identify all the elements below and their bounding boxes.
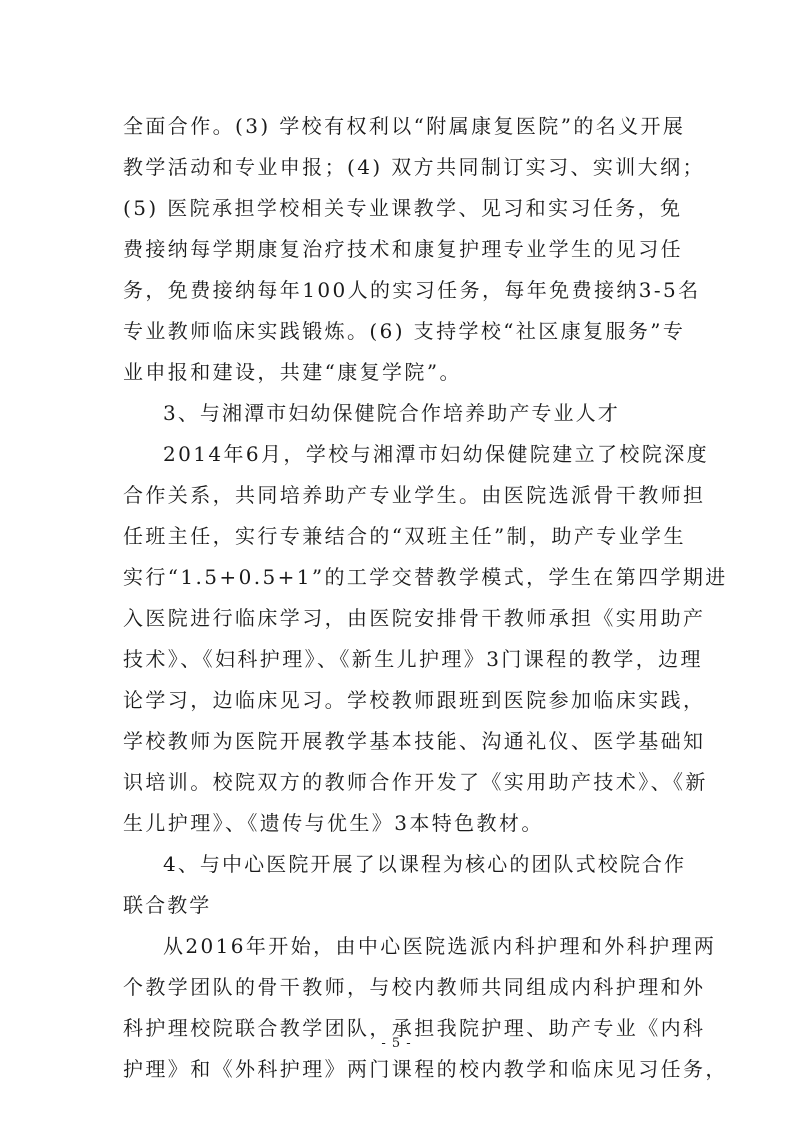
body-text-line: 生儿护理》、《遗传与优生》3本特色教材。 <box>123 811 544 835</box>
body-text-line: 实行“1.5+0.5+1”的工学交替教学模式，学生在第四学期进 <box>123 565 728 589</box>
paragraph-first-line: 2014年6月，学校与湘潭市妇幼保健院建立了校院深度 <box>163 442 710 466</box>
body-text-line: 个教学团队的骨干教师，与校内教师共同组成内科护理和外 <box>123 975 706 999</box>
section-heading-continued: 联合教学 <box>123 893 212 917</box>
page-number: - 5 - <box>381 1036 412 1051</box>
body-text-line: 识培训。校院双方的教师合作开发了《实用助产技术》、《新 <box>123 770 708 794</box>
section-heading: 4、与中心医院开展了以课程为核心的团队式校院合作 <box>163 852 687 876</box>
section-heading: 3、与湘潭市妇幼保健院合作培养助产专业人才 <box>163 401 620 425</box>
body-text-line: 入医院进行临床学习，由医院安排骨干教师承担《实用助产 <box>123 606 706 630</box>
body-text-line: 教学活动和专业申报；(4) 双方共同制订实习、实训大纲； <box>123 155 705 179</box>
body-text-line: 学校教师为医院开展教学基本技能、沟通礼仪、医学基础知 <box>123 729 706 753</box>
body-text-line: 费接纳每学期康复治疗技术和康复护理专业学生的见习任 <box>123 237 683 261</box>
body-text-line: 论学习，边临床见习。学校教师跟班到医院参加临床实践， <box>123 688 706 712</box>
body-text-line: (5) 医院承担学校相关专业课教学、见习和实习任务，免 <box>123 196 683 220</box>
body-text-line: 科护理校院联合教学团队，承担我院护理、助产专业《内科 <box>123 1016 706 1040</box>
body-text-line: 合作关系，共同培养助产专业学生。由医院选派骨干教师担 <box>123 483 706 507</box>
paragraph-first-line: 从2016年开始，由中心医院选派内科护理和外科护理两 <box>163 934 717 958</box>
body-text-line: 专业教师临床实践锻炼。(6) 支持学校“社区康复服务”专 <box>123 319 686 343</box>
body-text-line: 任班主任，实行专兼结合的“双班主任”制，助产专业学生 <box>123 524 686 548</box>
body-text-line: 务，免费接纳每年100人的实习任务，每年免费接纳3-5名 <box>123 278 701 302</box>
body-text-line: 护理》和《外科护理》两门课程的校内教学和临床见习任务， <box>123 1057 728 1081</box>
body-text-line: 全面合作。(3) 学校有权利以“附属康复医院”的名义开展 <box>123 114 686 138</box>
body-text-line: 业申报和建设，共建“康复学院”。 <box>123 360 462 384</box>
body-text-line: 技术》、《妇科护理》、《新生儿护理》3门课程的教学，边理 <box>123 647 703 671</box>
